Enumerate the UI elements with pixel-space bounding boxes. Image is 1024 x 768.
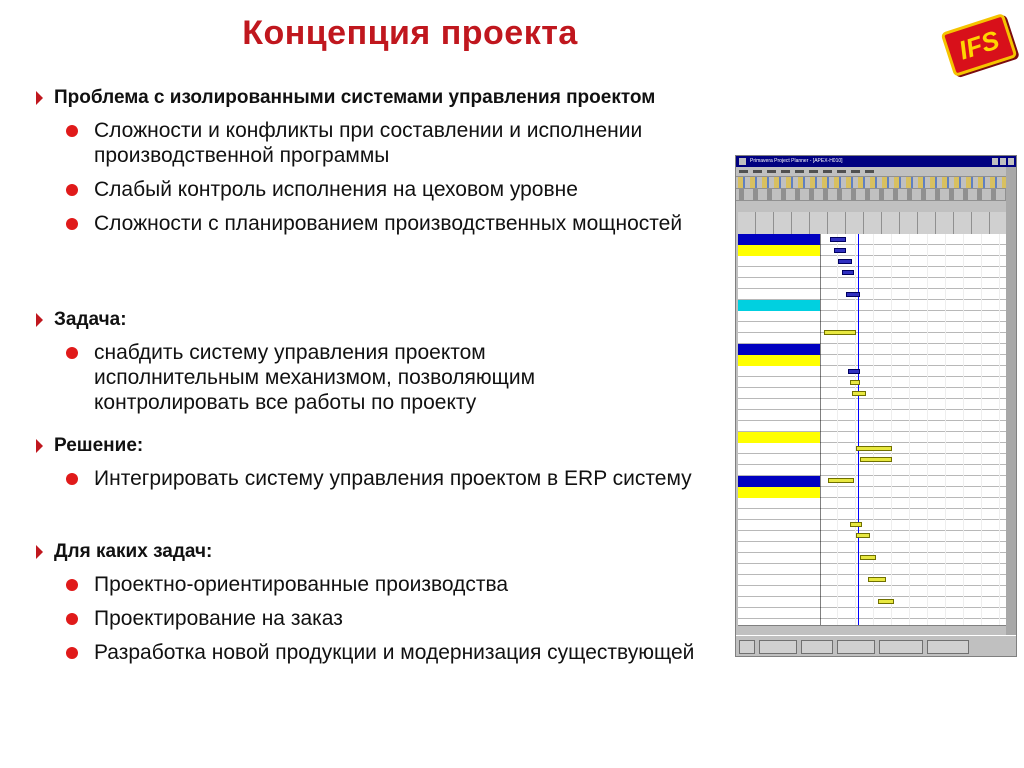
bullet-list [30,466,730,491]
logo-text: IFS [955,24,1003,66]
office-shortcut-bar [1006,167,1016,637]
arrow-bullet-icon [36,313,43,327]
bullet-list [30,118,760,236]
group-row [738,245,820,256]
group-row [738,234,820,245]
screenshot-menubar [736,167,1016,177]
section-heading [30,308,760,331]
arrow-bullet-icon [36,545,43,559]
section-heading-text: Задача: [54,309,127,330]
list-item: Слабый контроль исполнения на цеховом уровне [30,177,760,202]
section-solution [30,434,760,491]
gantt-bar [842,270,854,275]
screenshot-toolbar [736,177,1016,189]
bullet-dot-icon [66,184,78,196]
section-heading [30,540,760,563]
bullet-list [30,340,630,415]
gantt-bar [838,259,852,264]
bullet-dot-icon [66,218,78,230]
list-item: Проектно-ориентированные производства [30,572,710,597]
bullet-dot-icon [66,473,78,485]
group-row [738,487,820,498]
section-problem [30,86,760,236]
list-item: Проектирование на заказ [30,606,710,631]
gantt-bar [848,369,860,374]
section-task [30,308,760,415]
group-row [738,476,820,487]
gantt-bar [860,457,892,462]
gantt-bar [824,330,856,335]
list-item: Разработка новой продукции и модернизация существующей [30,640,710,665]
bullet-list [30,572,710,665]
group-row [738,344,820,355]
bullet-dot-icon [66,579,78,591]
group-row [738,432,820,443]
bullet-dot-icon [66,125,78,137]
gantt-bar [850,380,860,385]
app-icon [739,158,746,165]
group-row [738,300,820,311]
gantt-bar [828,478,854,483]
bullet-dot-icon [66,613,78,625]
list-item: Сложности с планированием производственных мощностей [30,211,760,236]
section-heading-text: Решение: [54,435,144,456]
ifs-logo [941,13,1018,77]
list-item: снабдить систему управления проектом исполнительным механизмом, позволяющим контролировать все работы по проекту [30,340,630,415]
windows-taskbar [736,635,1017,656]
gantt-header [738,212,1006,235]
screenshot-statusbar [738,625,1006,634]
gantt-bar [856,446,892,451]
screenshot-window-title: Primavera Project Planner - [APEX-H010] [750,158,843,164]
group-row [738,355,820,366]
slide-title: Концепция проекта [242,14,578,52]
list-item: Интегрировать систему управления проектом в ERP систему [30,466,730,491]
section-heading-text: Проблема с изолированными системами управления проектом [54,87,656,108]
section-heading [30,86,760,109]
section-tasks-for [30,540,760,665]
screenshot-toolbar-secondary [736,189,1016,201]
gantt-bar [860,555,876,560]
arrow-bullet-icon [36,439,43,453]
gantt-bar [834,248,846,253]
gantt-bar [830,237,846,242]
gantt-bar [852,391,866,396]
section-heading [30,434,760,457]
gantt-area [738,212,1006,632]
list-item: Сложности и конфликты при составлении и исполнении производственной программы [30,118,760,168]
gantt-bar [856,533,870,538]
gantt-bar [850,522,862,527]
project-planner-screenshot [735,155,1017,657]
section-heading-text: Для каких задач: [54,541,213,562]
bullet-dot-icon [66,647,78,659]
window-buttons-icon [992,158,1014,165]
gantt-bar [868,577,886,582]
screenshot-titlebar [736,156,1016,167]
bullet-dot-icon [66,347,78,359]
gantt-bar [846,292,860,297]
gantt-bar [878,599,894,604]
arrow-bullet-icon [36,91,43,105]
